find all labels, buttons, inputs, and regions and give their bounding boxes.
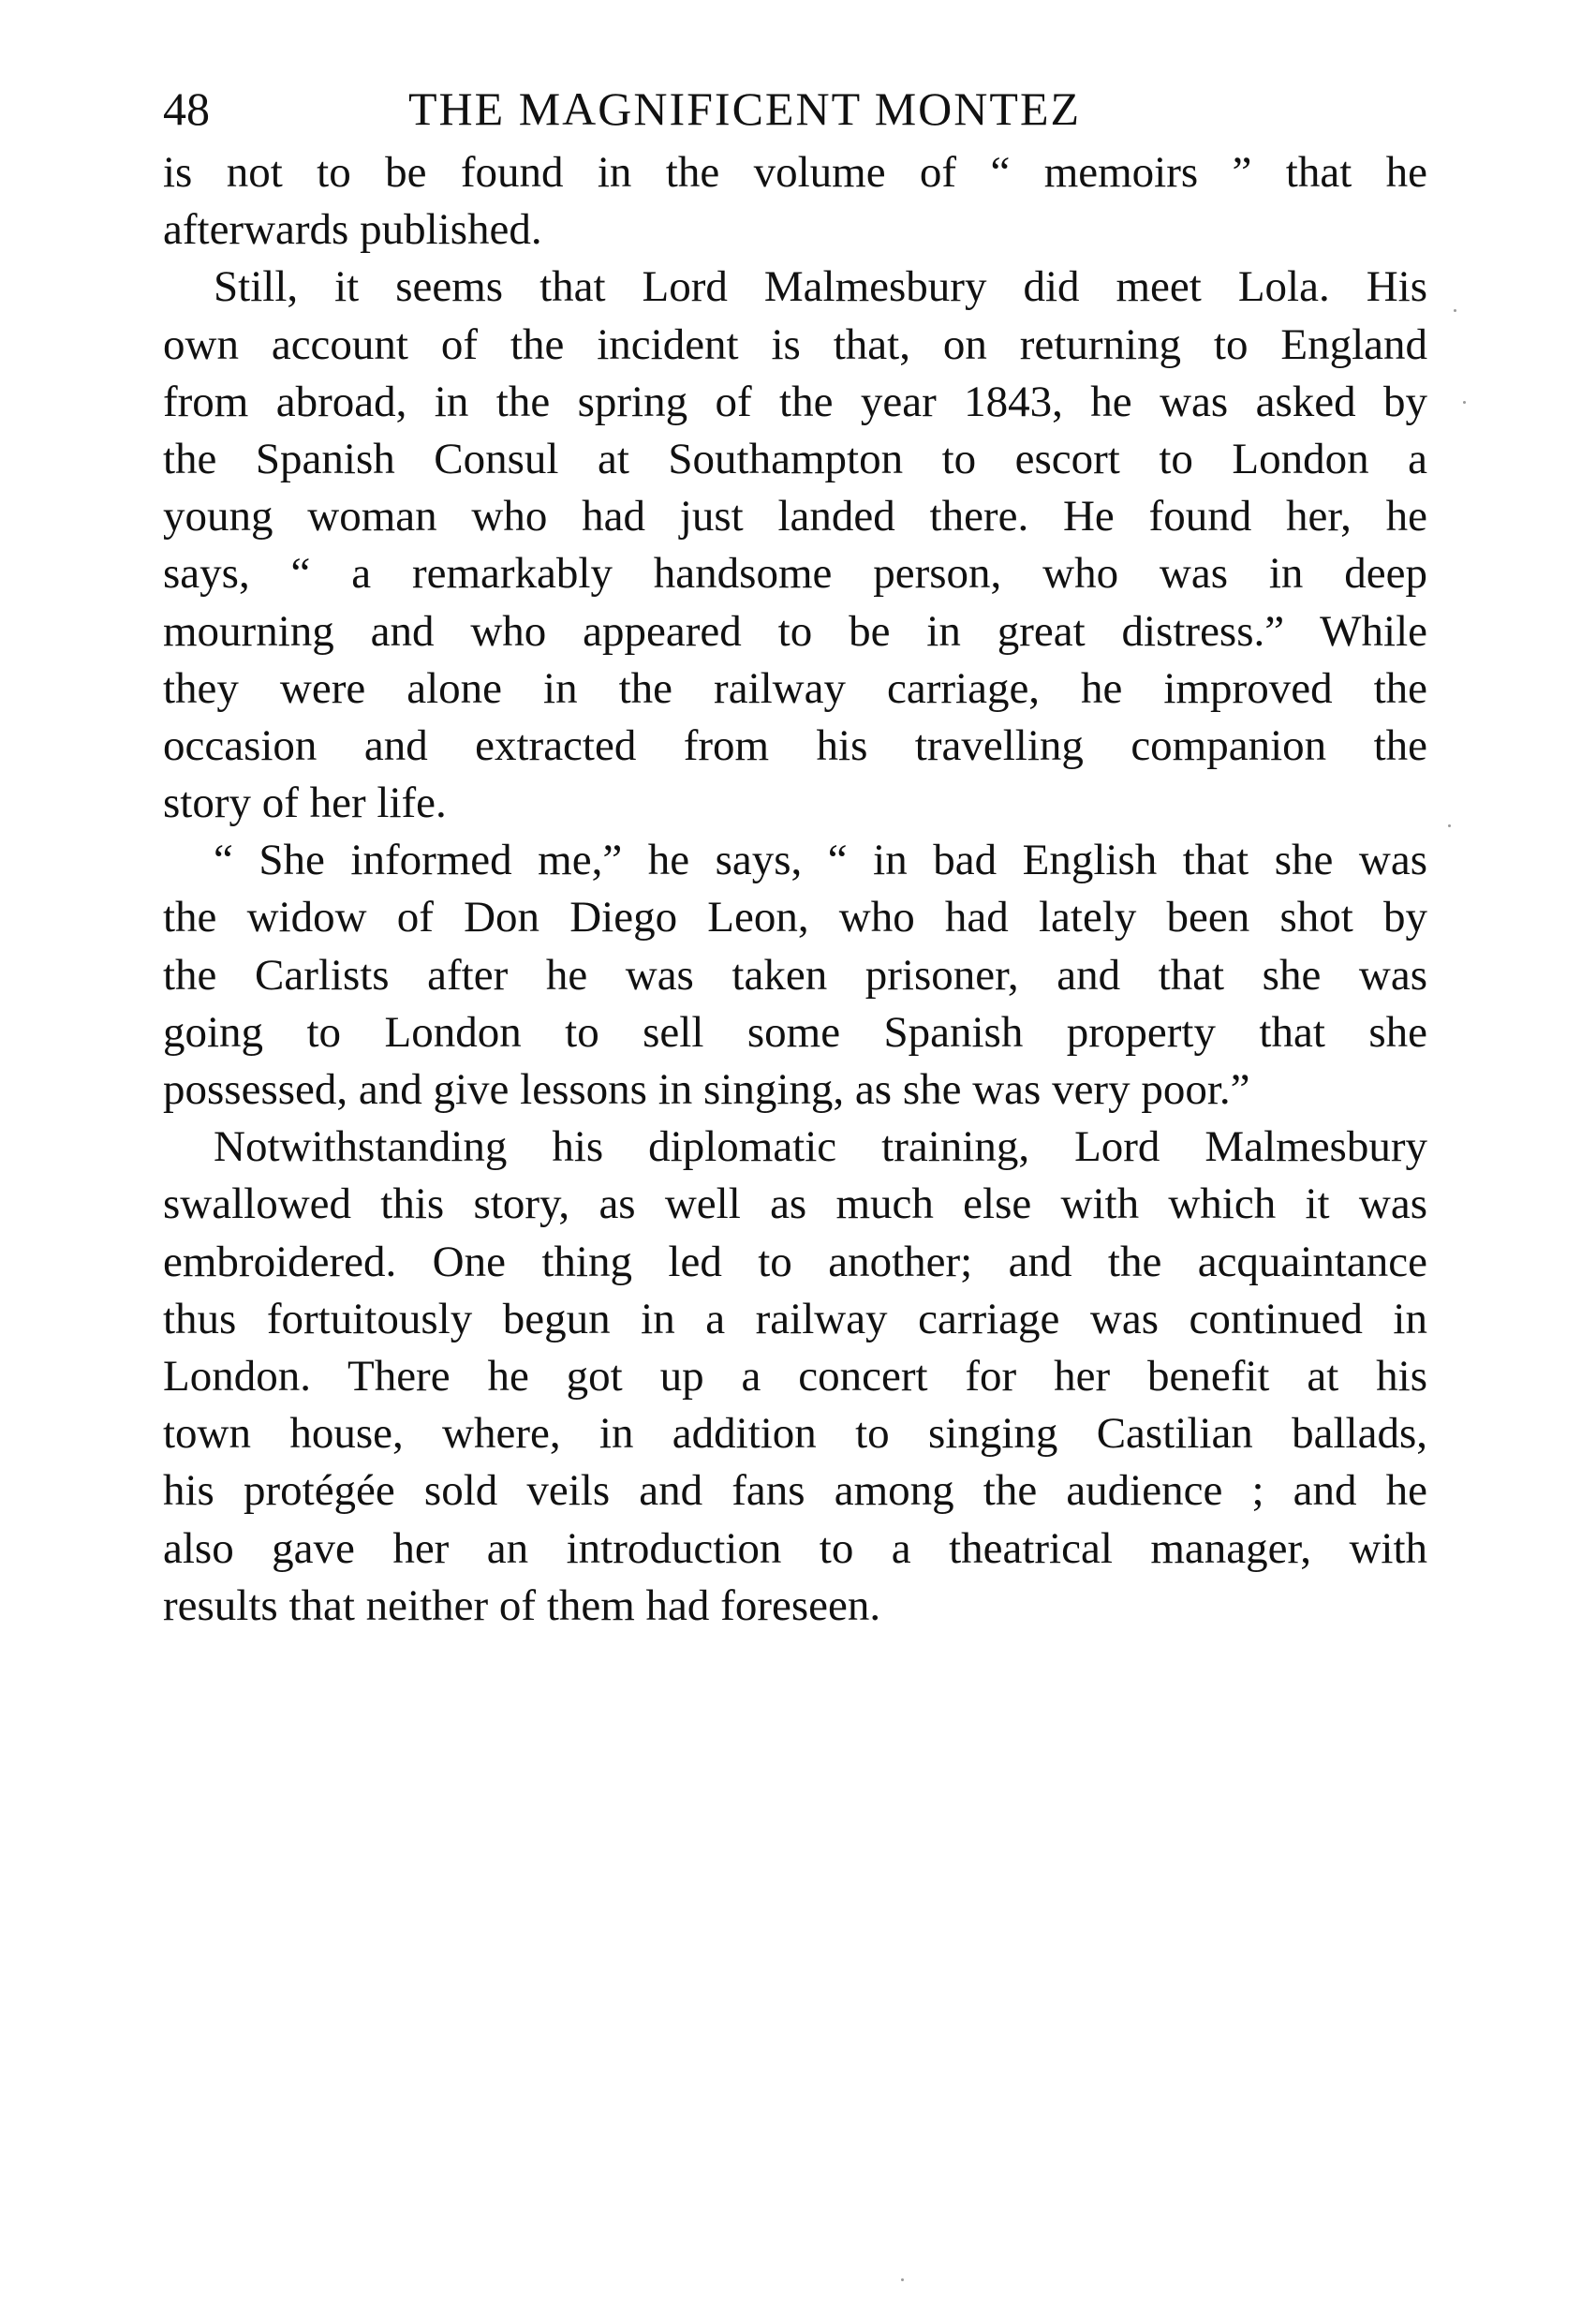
text-line: Still, it seems that Lord Malmesbury did meet Lola. His xyxy=(214,262,1427,312)
running-title: THE MAGNIFICENT MONTEZ xyxy=(408,82,1082,135)
text-line: also gave her an introduction to a theatrical manager, with xyxy=(163,1523,1427,1573)
text-line: is not to be found in the volume of “ memoirs ” that he xyxy=(163,148,1427,197)
text-line: story of her life. xyxy=(163,779,447,828)
scan-speck xyxy=(1463,401,1466,404)
text-line: going to London to sell some Spanish property that she xyxy=(163,1007,1427,1057)
page-number: 48 xyxy=(163,82,210,135)
scan-speck xyxy=(1454,309,1456,312)
running-head xyxy=(163,75,1427,142)
text-line: the Carlists after he was taken prisoner, and that she was xyxy=(163,950,1427,1000)
text-line: the widow of Don Diego Leon, who had lately been shot by xyxy=(163,893,1427,942)
text-line: possessed, and give lessons in singing, as she was very poor.” xyxy=(163,1065,1250,1114)
text-line: “ She informed me,” he says, “ in bad English that she was xyxy=(214,836,1427,885)
text-line: mourning and who appeared to be in great distress.” While xyxy=(163,606,1427,656)
body-text xyxy=(163,144,1427,1635)
text-line: town house, where, in addition to singing Castilian ballads, xyxy=(163,1409,1427,1459)
text-line: occasion and extracted from his travelling companion the xyxy=(163,720,1427,770)
text-line: Notwithstanding his diplomatic training, Lord Malmesbury xyxy=(214,1122,1427,1172)
text-line: says, “ a remarkably handsome person, who was in deep xyxy=(163,549,1427,599)
text-line: own account of the incident is that, on returning to England xyxy=(163,319,1427,369)
text-line: they were alone in the railway carriage, he improved the xyxy=(163,663,1427,713)
book-page xyxy=(163,75,1427,1635)
scan-speck xyxy=(901,2278,904,2281)
text-line: swallowed this story, as well as much else with which it was xyxy=(163,1179,1427,1229)
text-line: his protégée sold veils and fans among the audience ; and he xyxy=(163,1466,1427,1516)
text-line: afterwards published. xyxy=(163,205,542,255)
text-line: young woman who had just landed there. He found her, he xyxy=(163,492,1427,541)
text-line: London. There he got up a concert for her benefit at his xyxy=(163,1351,1427,1401)
text-line: the Spanish Consul at Southampton to escort to London a xyxy=(163,434,1427,483)
text-line: embroidered. One thing led to another; and the acquaintance xyxy=(163,1237,1427,1286)
text-line: from abroad, in the spring of the year 1843, he was asked by xyxy=(163,377,1427,426)
scan-speck xyxy=(1448,824,1451,827)
text-line: results that neither of them had foreseen. xyxy=(163,1580,881,1630)
text-line: thus fortuitously begun in a railway carriage was continued in xyxy=(163,1294,1427,1343)
